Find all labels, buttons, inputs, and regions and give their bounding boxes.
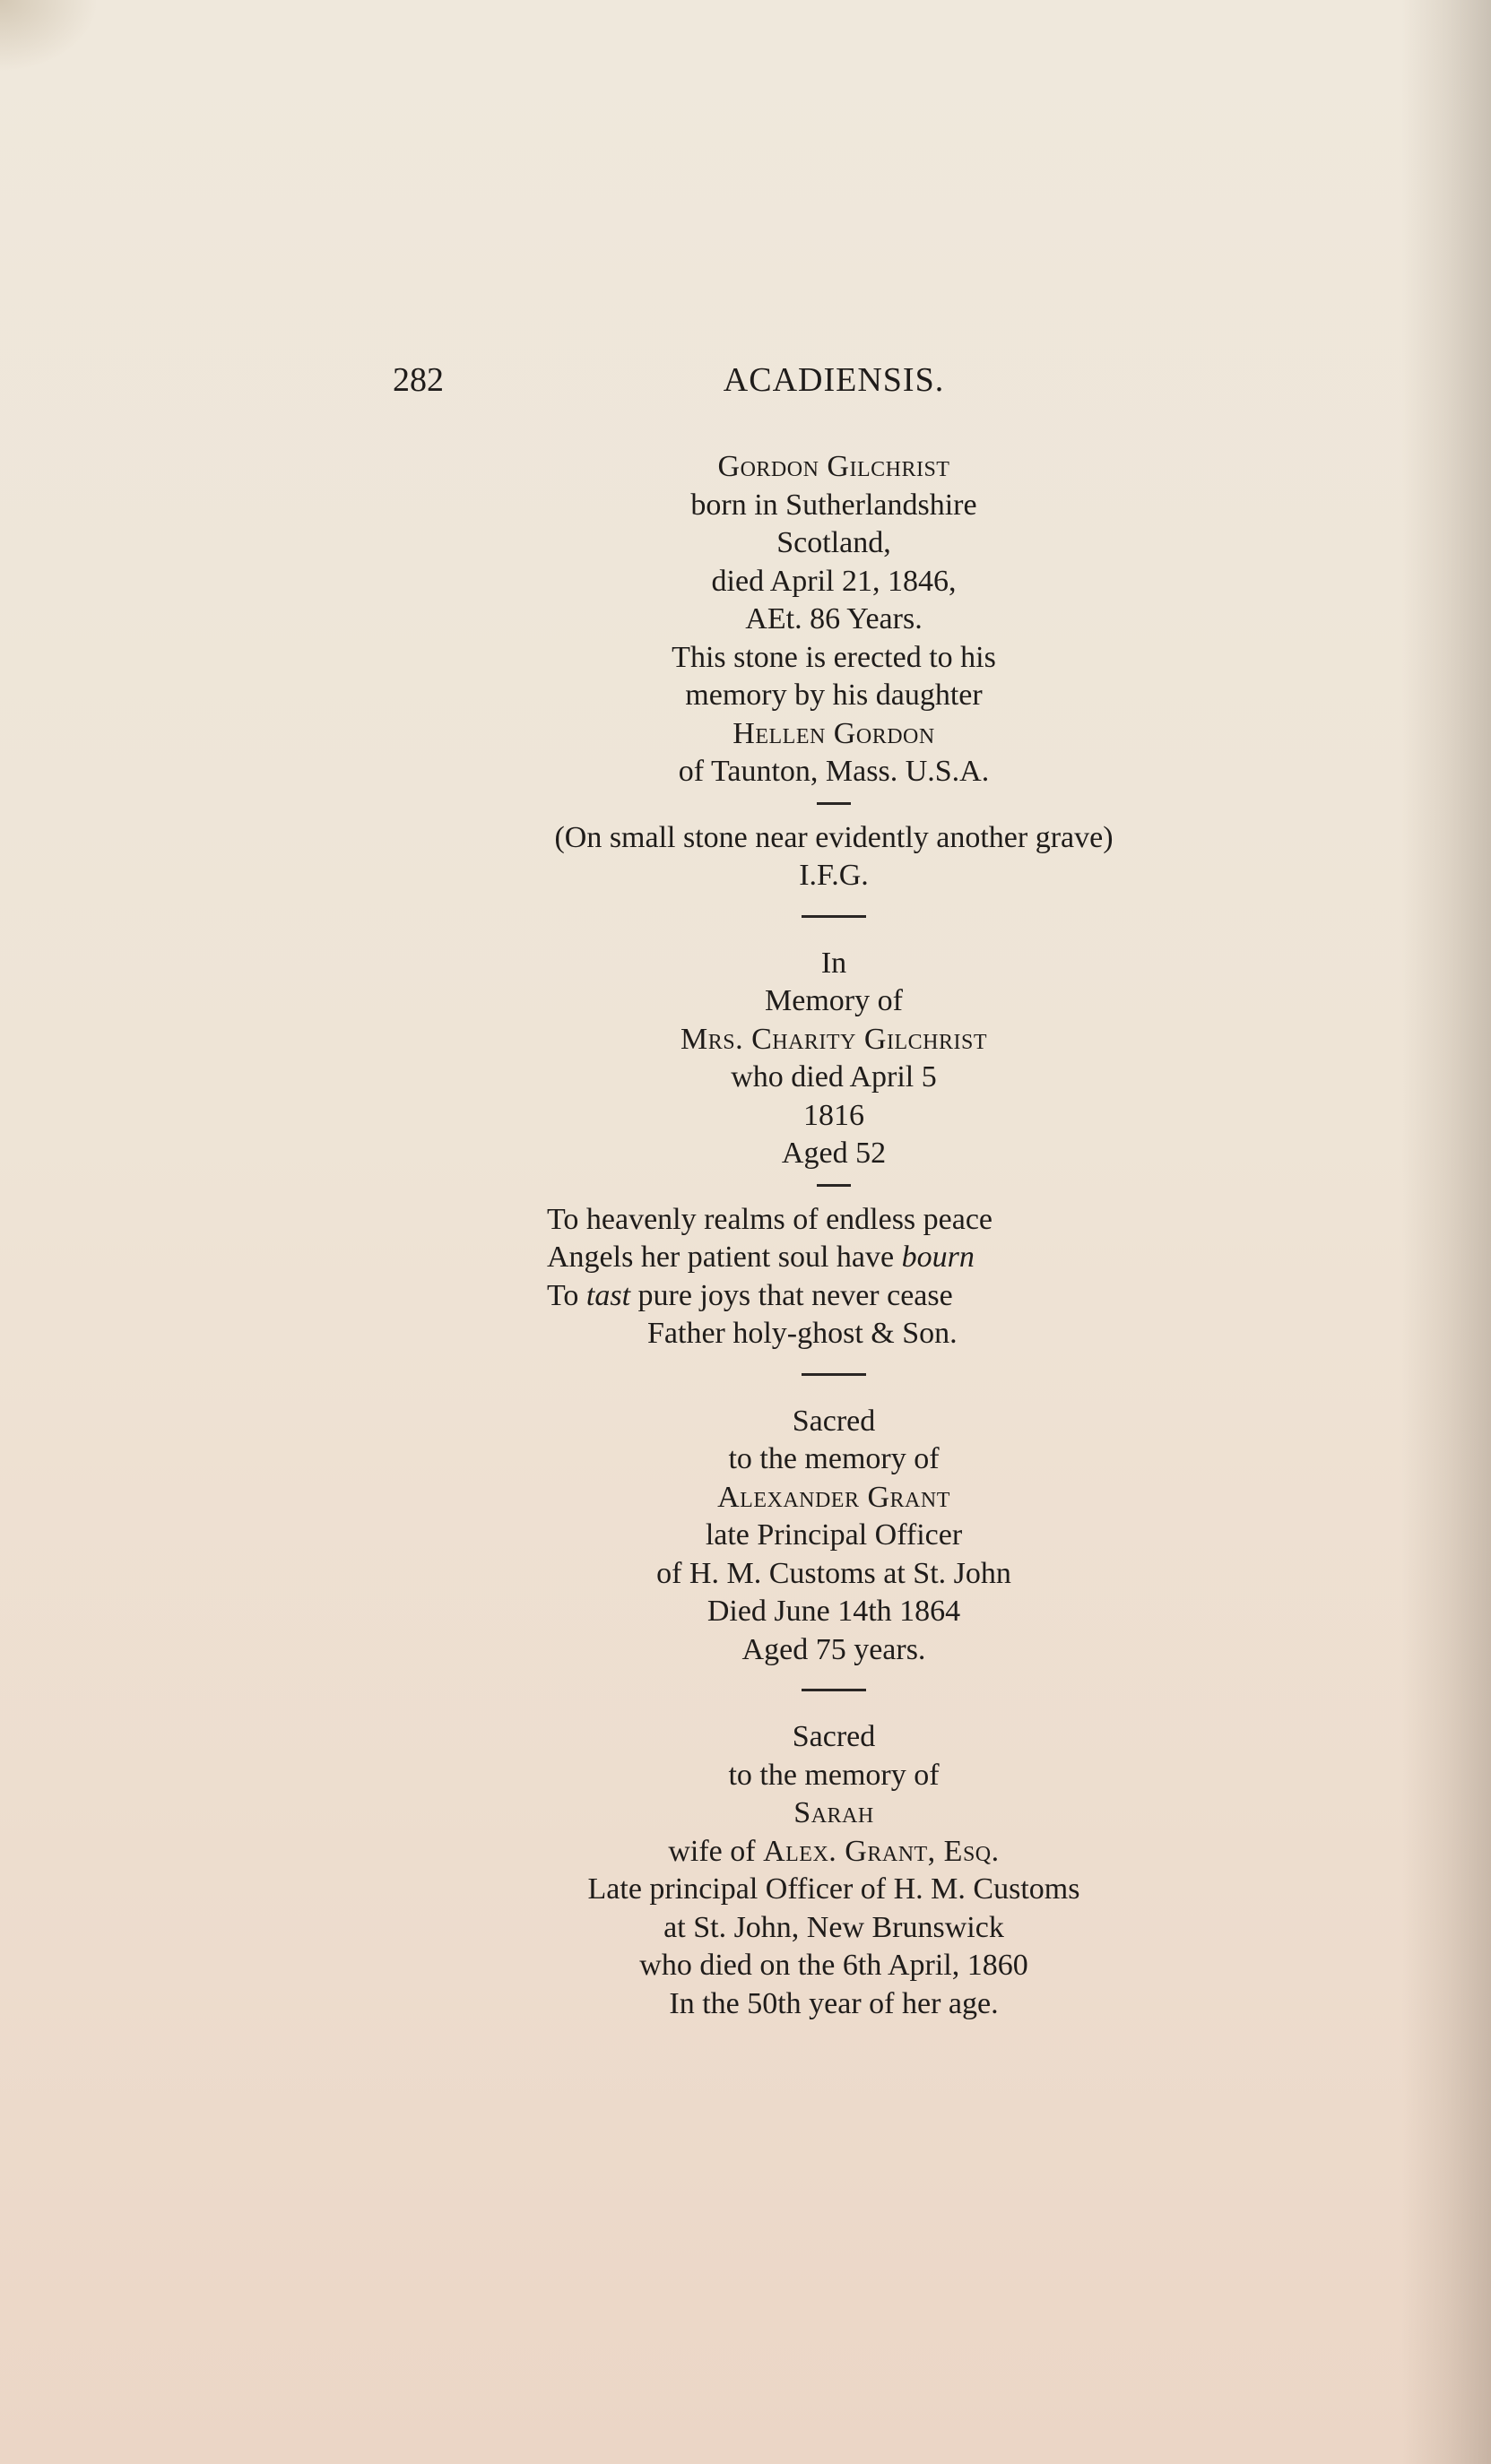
epitaph-line: Aged 75 years.: [741, 1632, 926, 1666]
epitaph-name: Alexander Grant: [717, 1480, 950, 1514]
page-body: [448, 448, 1219, 2023]
verse-text: To: [547, 1278, 586, 1312]
epitaph-sarah-grant: [448, 1718, 1219, 2023]
epitaph-line: to the memory of: [728, 1758, 940, 1792]
epitaph-name: Sarah: [793, 1796, 874, 1829]
verse-line: Father holy-ghost & Son.: [647, 1317, 958, 1350]
running-title: ACADIENSIS.: [723, 361, 945, 399]
epitaph-line: [448, 1833, 1219, 1872]
epitaph-name: Mrs. Charity Gilchrist: [680, 1022, 987, 1056]
epitaph-line: Scotland,: [776, 526, 891, 559]
verse-line: [547, 1239, 1121, 1277]
page-header: [0, 355, 1491, 405]
epitaph-line: of Taunton, Mass. U.S.A.: [678, 755, 990, 788]
verse-line: [547, 1277, 1121, 1316]
epitaph-alexander-grant: [448, 1403, 1219, 1670]
wife-of-text: wife of: [668, 1834, 764, 1868]
section-rule: [802, 1689, 866, 1691]
section-rule: [802, 1373, 866, 1376]
epitaph-line: who died on the 6th April, 1860: [639, 1949, 1028, 1982]
epitaph-gordon-gilchrist: [448, 448, 1219, 791]
epitaph-line: Late principal Officer of H. M. Customs: [587, 1872, 1080, 1906]
short-dash: [817, 802, 851, 805]
epitaph-line: In: [820, 946, 847, 980]
epitaph-line: of H. M. Customs at St. John: [656, 1556, 1011, 1590]
page-stain: [0, 0, 99, 72]
epitaph-line: This stone is erected to his: [672, 640, 996, 674]
small-stone-note: [448, 819, 1219, 895]
epitaph-line: born in Sutherlandshire: [690, 488, 977, 522]
epitaph-line: late Principal Officer: [705, 1518, 963, 1552]
epitaph-line: Memory of: [765, 984, 903, 1017]
verse-line: To heavenly realms of endless peace: [547, 1202, 993, 1236]
verse-text: pure joys that never cease: [630, 1278, 953, 1312]
epitaph-line: at St. John, New Brunswick: [663, 1910, 1004, 1944]
short-dash: [817, 1184, 851, 1187]
epitaph-daughter-name: Hellen Gordon: [732, 716, 935, 750]
epitaph-line: who died April 5: [731, 1060, 937, 1094]
epitaph-line: Aged 52: [781, 1137, 887, 1170]
stone-initials: I.F.G.: [799, 859, 869, 892]
husband-name: Alex. Grant, Esq.: [763, 1834, 1000, 1868]
verse: [547, 1201, 1121, 1353]
epitaph-line: to the memory of: [728, 1442, 940, 1475]
verse-italic-word: bourn: [901, 1241, 975, 1274]
epitaph-name: Gordon Gilchrist: [717, 450, 950, 483]
epitaph-line: Sacred: [792, 1404, 876, 1438]
section-rule: [802, 915, 866, 918]
stone-note: (On small stone near evidently another grave): [554, 820, 1114, 854]
page-number: 282: [393, 361, 444, 399]
epitaph-line: Died June 14th 1864: [706, 1595, 961, 1628]
epitaph-line: memory by his daughter: [685, 679, 983, 712]
verse-italic-word: tast: [585, 1278, 631, 1312]
epitaph-charity-gilchrist: [448, 945, 1219, 1353]
epitaph-line: Sacred: [792, 1720, 876, 1753]
verse-text: Angels her patient soul have: [547, 1241, 902, 1274]
epitaph-line: AEt. 86 Years.: [745, 602, 923, 635]
epitaph-line: In the 50th year of her age.: [669, 1986, 999, 2020]
epitaph-line: died April 21, 1846,: [711, 564, 957, 598]
epitaph-line: 1816: [803, 1098, 864, 1132]
